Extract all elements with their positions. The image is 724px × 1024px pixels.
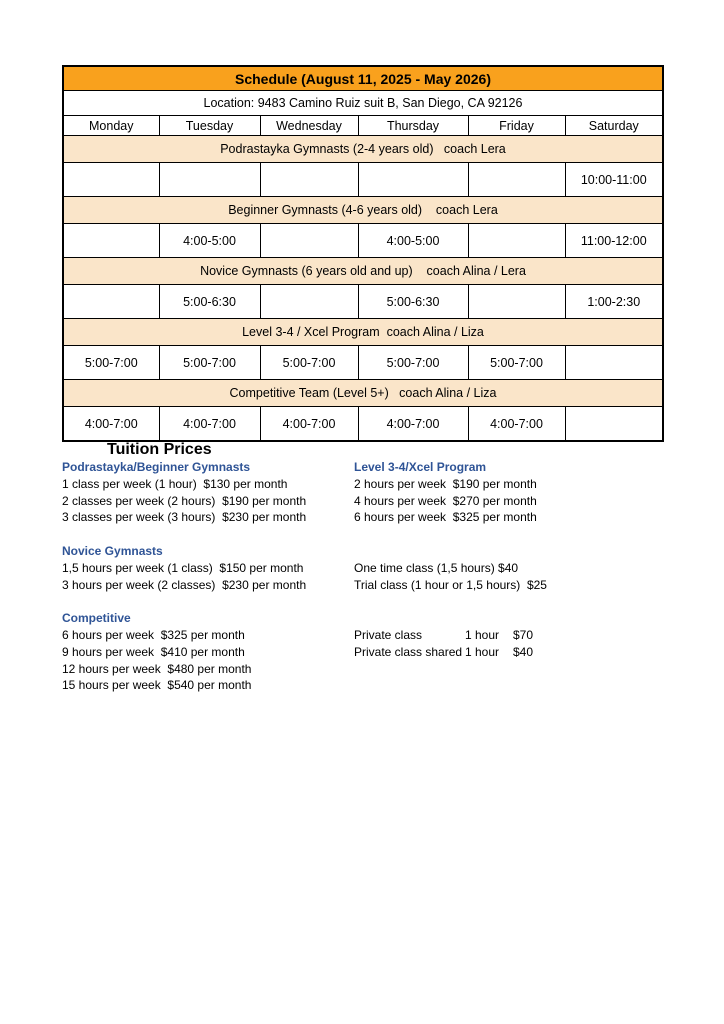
day-header-wednesday: Wednesday [260, 116, 358, 136]
section-band: Beginner Gymnasts (4-6 years old) coach Lera [63, 197, 663, 224]
time-row [63, 407, 663, 442]
time-cell [468, 163, 565, 197]
section-band-row [63, 136, 663, 163]
spacer-line [354, 593, 664, 610]
time-cell: 5:00-6:30 [358, 285, 468, 319]
schedule-table [62, 65, 664, 442]
time-cell: 11:00-12:00 [565, 224, 663, 258]
time-row [63, 224, 663, 258]
time-cell [260, 163, 358, 197]
section-band-row [63, 258, 663, 285]
time-cell [565, 407, 663, 442]
time-cell: 5:00-7:00 [358, 346, 468, 380]
tuition-column-left [62, 459, 354, 694]
spacer-line [62, 593, 354, 610]
day-header-monday: Monday [63, 116, 159, 136]
tuition-prices-heading: Tuition Prices [107, 441, 212, 458]
time-cell: 5:00-6:30 [159, 285, 260, 319]
day-header-saturday: Saturday [565, 116, 663, 136]
tuition-line: 3 classes per week (3 hours) $230 per month [62, 510, 307, 525]
time-cell [159, 163, 260, 197]
tuition-line: One time class (1,5 hours) $40 [354, 560, 519, 575]
day-header-tuesday: Tuesday [159, 116, 260, 136]
day-header-friday: Friday [468, 116, 565, 136]
private-class-name: Private class shared [354, 644, 463, 659]
private-class-price: $70 [513, 627, 534, 642]
tuition-group-heading: Podrastayka/Beginner Gymnasts [62, 460, 251, 474]
tuition-line: 9 hours per week $410 per month [62, 644, 245, 659]
time-cell: 4:00-5:00 [358, 224, 468, 258]
schedule-title-row [63, 66, 663, 91]
schedule-title: Schedule (August 11, 2025 - May 2026) [63, 66, 663, 91]
time-cell: 10:00-11:00 [565, 163, 663, 197]
section-band-row [63, 319, 663, 346]
time-cell [565, 346, 663, 380]
section-band: Podrastayka Gymnasts (2-4 years old) coach Lera [63, 136, 663, 163]
tuition-column-right [354, 459, 664, 694]
time-cell: 4:00-7:00 [159, 407, 260, 442]
schedule-table-body [63, 66, 663, 441]
tuition-group-heading: Level 3-4/Xcel Program [354, 460, 487, 474]
tuition-line: Trial class (1 hour or 1,5 hours) $25 [354, 577, 547, 592]
time-cell: 5:00-7:00 [468, 346, 565, 380]
spacer-line [354, 526, 664, 543]
time-cell: 5:00-7:00 [260, 346, 358, 380]
tuition-line: 2 classes per week (2 hours) $190 per month [62, 493, 307, 508]
private-class-line [354, 627, 664, 644]
time-row [63, 346, 663, 380]
time-cell: 1:00-2:30 [565, 285, 663, 319]
private-class-duration: 1 hour [465, 644, 500, 659]
tuition-line: 6 hours per week $325 per month [354, 510, 537, 525]
time-cell: 5:00-7:00 [63, 346, 159, 380]
time-row [63, 285, 663, 319]
private-class-name: Private class [354, 627, 423, 642]
schedule-location: Location: 9483 Camino Ruiz suit B, San Diego, CA 92126 [63, 91, 663, 116]
day-header-row [63, 116, 663, 136]
section-band: Level 3-4 / Xcel Program coach Alina / Liza [63, 319, 663, 346]
section-band: Competitive Team (Level 5+) coach Alina / Liza [63, 380, 663, 407]
time-cell: 4:00-7:00 [260, 407, 358, 442]
time-cell [468, 285, 565, 319]
tuition-line: 3 hours per week (2 classes) $230 per month [62, 577, 307, 592]
day-header-thursday: Thursday [358, 116, 468, 136]
section-band-row [63, 380, 663, 407]
tuition-line: 1,5 hours per week (1 class) $150 per month [62, 560, 304, 575]
tuition-line: 12 hours per week $480 per month [62, 661, 252, 676]
tuition-group-heading: Novice Gymnasts [62, 543, 163, 558]
time-cell [468, 224, 565, 258]
tuition-line: 1 class per week (1 hour) $130 per month [62, 476, 288, 491]
time-cell [260, 224, 358, 258]
tuition-line: 6 hours per week $325 per month [62, 627, 245, 642]
private-class-price: $40 [513, 644, 534, 659]
tuition-group-heading [354, 543, 664, 560]
time-cell [63, 224, 159, 258]
private-class-duration: 1 hour [465, 627, 500, 642]
time-cell [260, 285, 358, 319]
time-cell [358, 163, 468, 197]
time-row [63, 163, 663, 197]
spacer-line [62, 526, 354, 543]
tuition-columns [62, 459, 664, 694]
time-cell: 4:00-7:00 [63, 407, 159, 442]
tuition-group-heading [354, 610, 664, 627]
time-cell [63, 163, 159, 197]
section-band-row [63, 197, 663, 224]
section-band: Novice Gymnasts (6 years old and up) coach Alina / Lera [63, 258, 663, 285]
time-cell: 4:00-7:00 [358, 407, 468, 442]
tuition-line: 2 hours per week $190 per month [354, 476, 537, 491]
private-class-line [354, 644, 664, 661]
schedule-location-row [63, 91, 663, 116]
time-cell: 4:00-5:00 [159, 224, 260, 258]
time-cell: 5:00-7:00 [159, 346, 260, 380]
time-cell [63, 285, 159, 319]
time-cell: 4:00-7:00 [468, 407, 565, 442]
tuition-line: 15 hours per week $540 per month [62, 678, 252, 693]
tuition-line: 4 hours per week $270 per month [354, 493, 537, 508]
tuition-group-heading: Competitive [62, 611, 131, 626]
